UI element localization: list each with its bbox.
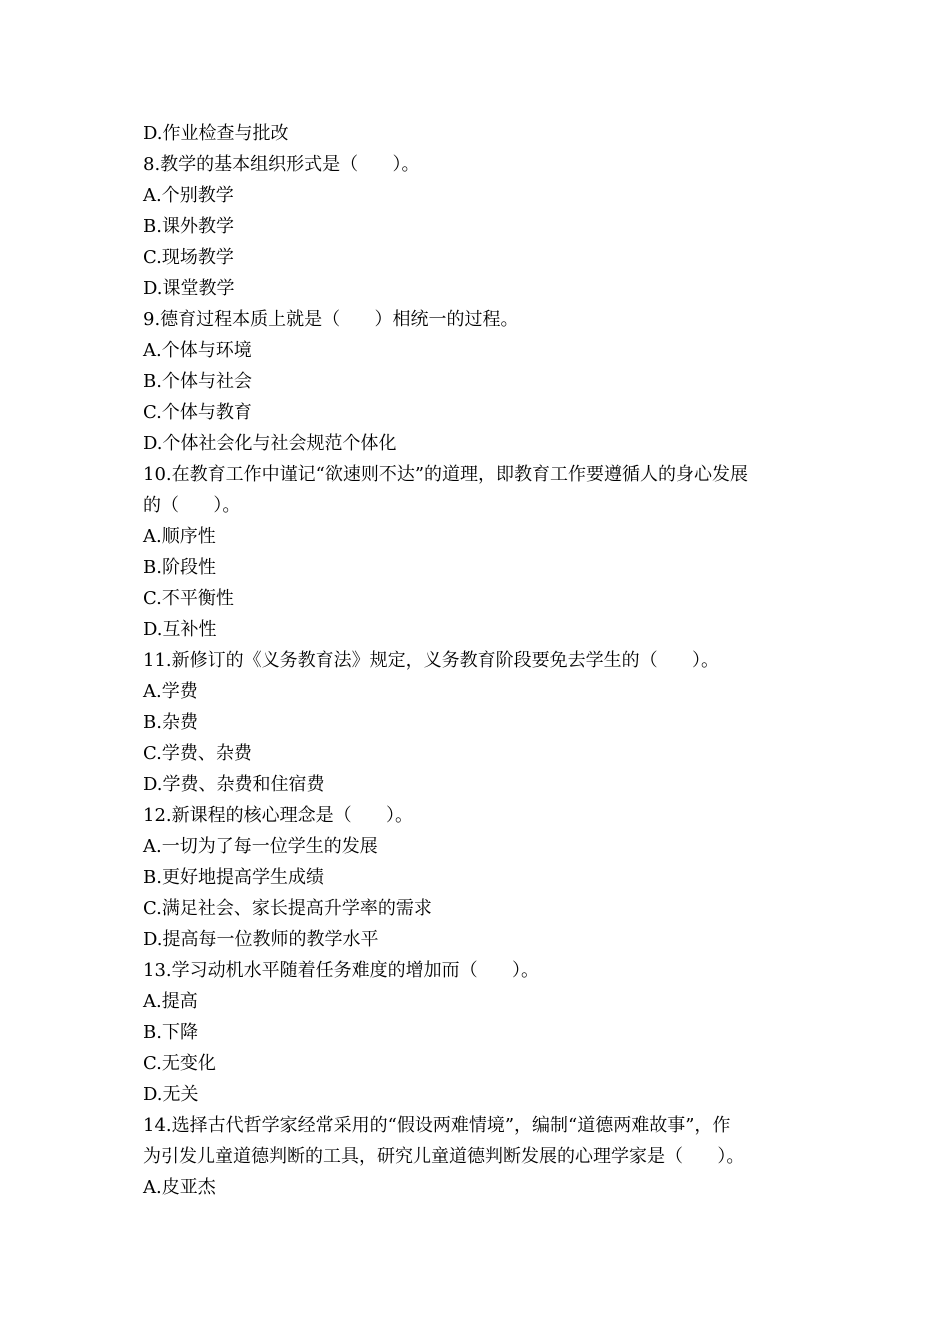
question-line: 11.新修订的《义务教育法》规定，义务教育阶段要免去学生的（ ）。 bbox=[143, 650, 719, 671]
option-line: B.阶段性 bbox=[143, 557, 216, 578]
question-line: 12.新课程的核心理念是（ ）。 bbox=[143, 805, 413, 826]
option-line: C.学费、杂费 bbox=[143, 743, 252, 764]
option-line: A.个别教学 bbox=[143, 185, 234, 206]
option-line: D.个体社会化与社会规范个体化 bbox=[143, 433, 397, 454]
option-line: A.学费 bbox=[143, 681, 198, 702]
option-line: A.皮亚杰 bbox=[143, 1177, 216, 1198]
document-page bbox=[143, 118, 813, 1203]
question-line: 为引发儿童道德判断的工具，研究儿童道德判断发展的心理学家是（ ）。 bbox=[143, 1146, 745, 1167]
option-line: C.满足社会、家长提高升学率的需求 bbox=[143, 898, 432, 919]
option-line: D.作业检查与批改 bbox=[143, 123, 289, 144]
question-line: 8.教学的基本组织形式是（ ）。 bbox=[143, 154, 420, 175]
option-line: B.课外教学 bbox=[143, 216, 234, 237]
question-line: 的（ ）。 bbox=[143, 495, 241, 516]
option-line: C.个体与教育 bbox=[143, 402, 252, 423]
option-line: B.下降 bbox=[143, 1022, 198, 1043]
option-line: D.互补性 bbox=[143, 619, 217, 640]
option-line: C.不平衡性 bbox=[143, 588, 234, 609]
option-line: A.提高 bbox=[143, 991, 198, 1012]
option-line: D.课堂教学 bbox=[143, 278, 235, 299]
option-line: D.提高每一位教师的教学水平 bbox=[143, 929, 379, 950]
option-line: D.无关 bbox=[143, 1084, 199, 1105]
option-line: C.现场教学 bbox=[143, 247, 234, 268]
question-line: 13.学习动机水平随着任务难度的增加而（ ）。 bbox=[143, 960, 539, 981]
question-line: 9.德育过程本质上就是（ ）相统一的过程。 bbox=[143, 309, 519, 330]
option-line: A.个体与环境 bbox=[143, 340, 252, 361]
option-line: B.更好地提高学生成绩 bbox=[143, 867, 324, 888]
option-line: B.杂费 bbox=[143, 712, 198, 733]
option-line: C.无变化 bbox=[143, 1053, 216, 1074]
option-line: A.一切为了每一位学生的发展 bbox=[143, 836, 378, 857]
option-line: B.个体与社会 bbox=[143, 371, 252, 392]
question-line: 14.选择古代哲学家经常采用的“假设两难情境”，编制“道德两难故事”，作 bbox=[143, 1115, 731, 1136]
option-line: D.学费、杂费和住宿费 bbox=[143, 774, 325, 795]
question-line: 10.在教育工作中谨记“欲速则不达”的道理，即教育工作要遵循人的身心发展 bbox=[143, 464, 749, 485]
option-line: A.顺序性 bbox=[143, 526, 216, 547]
